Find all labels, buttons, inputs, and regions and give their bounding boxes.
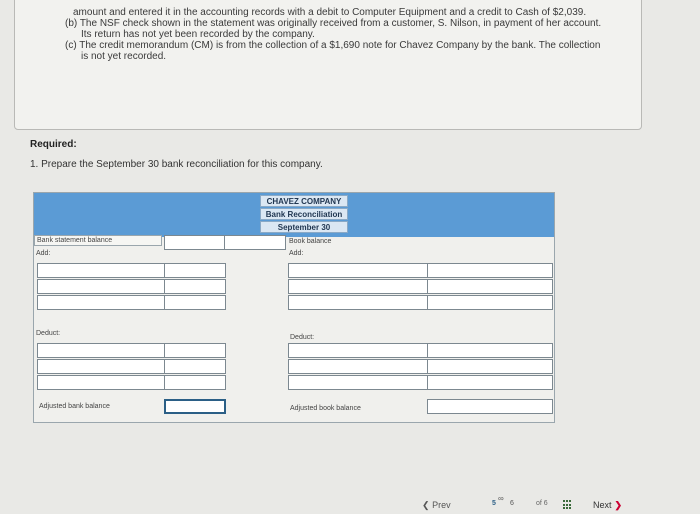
problem-line-b: (b) The NSF check shown in the statement was originally received from a customer, S. Nilson, in payment of her account. bbox=[65, 18, 602, 29]
book-deduct-amount-1[interactable] bbox=[427, 343, 553, 358]
reconciliation-date: September 30 bbox=[260, 221, 348, 233]
bank-deduct-amount-1[interactable] bbox=[164, 343, 226, 358]
book-add-label: Add: bbox=[289, 250, 304, 257]
problem-line-a: amount and entered it in the accounting records with a debit to Computer Equipment and a credit to Cash of $2,039. bbox=[73, 7, 587, 18]
bank-deduct-amount-3[interactable] bbox=[164, 375, 226, 390]
pagination-bar bbox=[420, 494, 700, 514]
bank-deduct-item-3[interactable] bbox=[37, 375, 165, 390]
adjusted-bank-balance-label: Adjusted bank balance bbox=[39, 403, 110, 410]
book-deduct-item-3[interactable] bbox=[288, 375, 428, 390]
problem-line-b-cont: Its return has not yet been recorded by the company. bbox=[81, 29, 315, 40]
book-deduct-item-1[interactable] bbox=[288, 343, 428, 358]
book-balance-amount[interactable] bbox=[224, 235, 286, 250]
bank-deduct-amount-2[interactable] bbox=[164, 359, 226, 374]
bank-reconciliation-form bbox=[33, 192, 555, 423]
bank-add-amount-3[interactable] bbox=[164, 295, 226, 310]
infinity-icon: ∞ bbox=[498, 494, 504, 503]
bank-deduct-label: Deduct: bbox=[36, 330, 61, 337]
book-add-item-2[interactable] bbox=[288, 279, 428, 294]
bank-add-amount-2[interactable] bbox=[164, 279, 226, 294]
book-add-amount-1[interactable] bbox=[427, 263, 553, 278]
bank-balance-amount[interactable] bbox=[164, 235, 226, 250]
problem-statement-box bbox=[14, 0, 642, 130]
bank-add-label: Add: bbox=[36, 250, 51, 257]
bank-add-item-1[interactable] bbox=[37, 263, 165, 278]
page-6-link[interactable]: 6 bbox=[510, 500, 514, 507]
company-name: CHAVEZ COMPANY bbox=[260, 195, 348, 207]
chevron-left-icon: ❮ bbox=[422, 500, 430, 510]
book-add-item-1[interactable] bbox=[288, 263, 428, 278]
book-add-item-3[interactable] bbox=[288, 295, 428, 310]
bank-deduct-item-1[interactable] bbox=[37, 343, 165, 358]
bank-add-amount-1[interactable] bbox=[164, 263, 226, 278]
adjusted-bank-balance-amount[interactable] bbox=[164, 399, 226, 414]
problem-text bbox=[65, 7, 633, 62]
book-add-amount-2[interactable] bbox=[427, 279, 553, 294]
grid-icon[interactable] bbox=[563, 500, 573, 510]
problem-line-c: (c) The credit memorandum (CM) is from the collection of a $1,690 note for Chavez Company by the bank. The collection bbox=[65, 40, 601, 51]
required-label: Required: bbox=[30, 139, 77, 150]
next-label: Next bbox=[593, 500, 612, 510]
bank-add-item-2[interactable] bbox=[37, 279, 165, 294]
prev-button[interactable] bbox=[422, 500, 451, 511]
chevron-right-icon: ❯ bbox=[614, 500, 623, 510]
book-deduct-label: Deduct: bbox=[290, 334, 315, 341]
next-button[interactable] bbox=[593, 500, 622, 511]
adjusted-book-balance-amount[interactable] bbox=[427, 399, 553, 414]
book-balance-label: Book balance bbox=[289, 238, 332, 245]
reconciliation-title: Bank Reconciliation bbox=[260, 208, 348, 220]
bank-balance-label: Bank statement balance bbox=[34, 235, 162, 246]
prev-label: Prev bbox=[432, 500, 451, 510]
page-count: of 6 bbox=[536, 500, 548, 507]
instruction-text: 1. Prepare the September 30 bank reconciliation for this company. bbox=[30, 159, 323, 170]
book-deduct-item-2[interactable] bbox=[288, 359, 428, 374]
book-deduct-amount-3[interactable] bbox=[427, 375, 553, 390]
problem-line-c-cont: is not yet recorded. bbox=[81, 51, 167, 62]
book-add-amount-3[interactable] bbox=[427, 295, 553, 310]
adjusted-book-balance-label: Adjusted book balance bbox=[290, 405, 361, 412]
book-deduct-amount-2[interactable] bbox=[427, 359, 553, 374]
bank-deduct-item-2[interactable] bbox=[37, 359, 165, 374]
bank-add-item-3[interactable] bbox=[37, 295, 165, 310]
page-5-link[interactable]: 5 bbox=[492, 500, 496, 507]
